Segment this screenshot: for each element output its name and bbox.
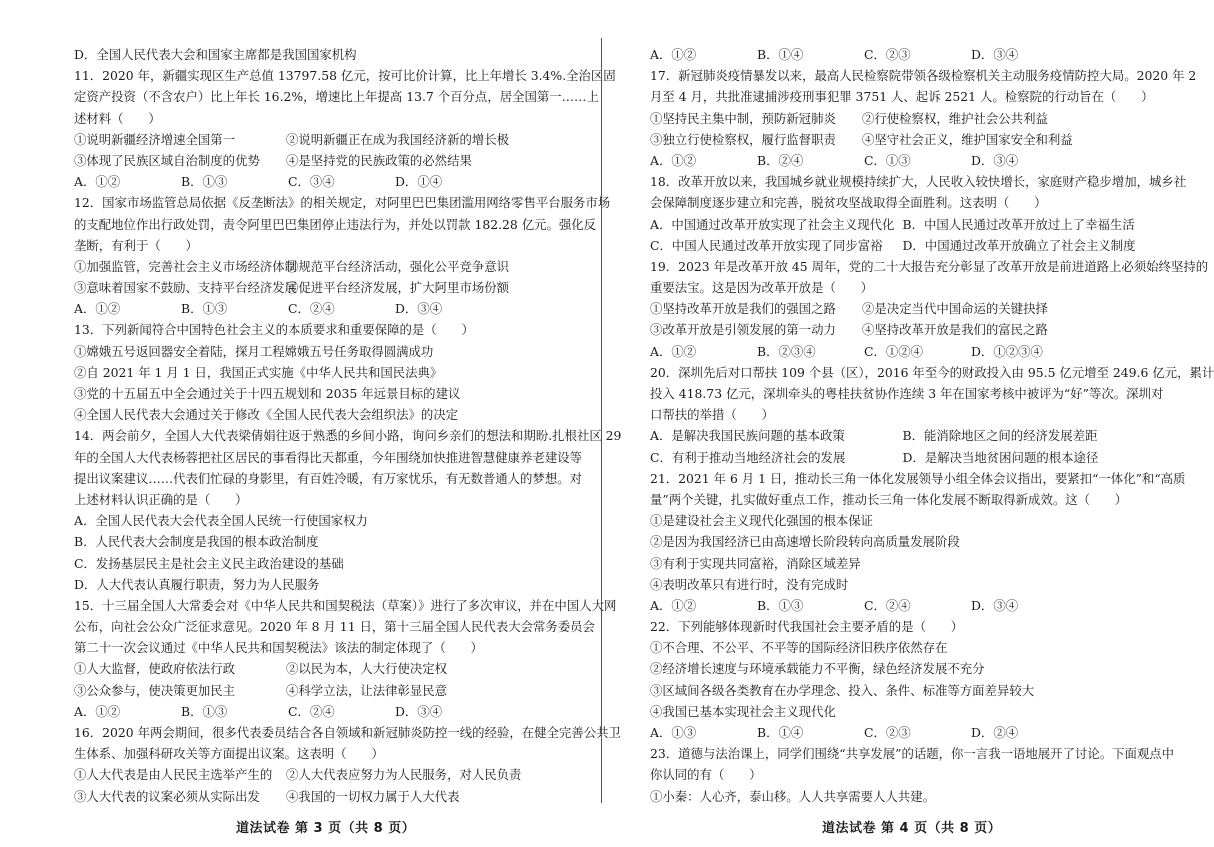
text-line: 量”两个关键，扎实做好重点工作，推动长三角一体化发展不断取得新成效。这（ ） <box>650 491 1128 507</box>
text-line: 22．下列能够体现新时代我国社会主要矛盾的是（ ） <box>650 619 964 635</box>
text-line: 投入 418.73 亿元，深圳牵头的粤桂扶贫协作连续 3 年在国家考核中被评为“好”等次。深圳对 <box>650 386 1164 401</box>
text-line: 口帮扶的举措（ ） <box>650 407 774 423</box>
statement-item: ②说明新疆正在成为我国经济新的增长极 <box>286 131 510 147</box>
answer-options-row <box>74 171 579 192</box>
statement-item: ①坚持改革开放是我们的强国之路 <box>650 301 836 317</box>
statement-item: ②是决定当代中国命运的关键抉择 <box>862 301 1048 317</box>
answer-choice: D．是解决当地贫困问题的根本途径 <box>902 449 1099 465</box>
text-line: 述材料（ ） <box>74 110 161 126</box>
text-line: ①不合理、不公平、不平等的国际经济旧秩序依然存在 <box>650 640 948 656</box>
answer-option: A．①② <box>650 597 697 613</box>
text-line: 定资产投资（不含农户）比上年长 16.2%，增速比上年提高 13.7 个百分点，居全国第一……上 <box>74 89 599 105</box>
text-line: ④表明改革只有进行时，没有完成时 <box>650 576 849 592</box>
text-line: 上述材料认识正确的是（ ） <box>74 491 248 507</box>
answer-options-row <box>74 298 579 319</box>
text-line: ②自 2021 年 1 月 1 日，我国正式实施《中华人民共和国民法典》 <box>74 364 443 380</box>
answer-option: A．①② <box>650 343 697 359</box>
statement-item: ④科学立法，让法律彰显民意 <box>286 682 448 698</box>
statement-row <box>650 108 1155 129</box>
answer-options-row <box>650 722 1155 743</box>
answer-option: B．②④ <box>757 152 804 168</box>
answer-option: C．③④ <box>288 174 335 190</box>
answer-option: D．②④ <box>971 725 1019 740</box>
answer-option: D．①④ <box>395 174 443 190</box>
statement-item: ③意味着国家不鼓励、支持平台经济发展 <box>74 280 298 296</box>
statement-item: ①加强监管，完善社会主义市场经济体制 <box>74 258 298 274</box>
text-line: 23．道德与法治课上，同学们围绕“共享发展”的话题，你一言我一语地展开了讨论。下面观点中 <box>650 746 1175 762</box>
text-line: 生体系、加强科研攻关等方面提出议案。这表明（ ） <box>74 746 384 762</box>
text-line: 18．改革开放以来，我国城乡就业规模持续扩大，人民收入较快增长，家庭财产稳步增加，城乡社 <box>650 174 1187 190</box>
answer-option: D．③④ <box>395 703 443 719</box>
answer-option: C．①②④ <box>864 343 924 359</box>
answer-choice: C．有利于推动当地经济社会的发展 <box>650 449 846 465</box>
statement-item: ④是坚持党的民族政策的必然结果 <box>286 152 472 168</box>
answer-option: A．①② <box>74 174 121 190</box>
answer-option: D．①②③④ <box>971 343 1043 359</box>
text-line: 的支配地位作出行政处罚，责令阿里巴巴集团停止违法行为，并处以罚款 182.28 亿元。强化反 <box>74 216 597 232</box>
text-line: 20．深圳先后对口帮扶 109 个县（区），2016 年至今的财政投入由 95.5 亿元增至 249.6 亿元，累计 <box>650 364 1214 380</box>
text-line: 16．2020 年两会期间，很多代表委员结合各自领域和新冠肺炎防控一线的经验，在健全完善公共卫 <box>74 725 621 740</box>
text-line: ③区域间各级各类教育在办学理念、投入、条件、标准等方面差异较大 <box>650 682 1035 698</box>
text-line: 垄断，有利于（ ） <box>74 237 198 253</box>
text-line: ①是建设社会主义现代化强国的根本保证 <box>650 513 874 529</box>
text-line: ②是因为我国经济已由高速增长阶段转向高质量发展阶段 <box>650 534 960 550</box>
text-line: ③党的十五届五中全会通过关于十四五规划和 2035 年远景目标的建议 <box>74 386 461 401</box>
text-line: D．全国人民代表大会和国家主席都是我国国家机构 <box>74 47 357 62</box>
answer-option: D．③④ <box>971 597 1019 613</box>
answer-option: B．①③ <box>181 174 228 190</box>
answer-option: B．①④ <box>757 725 804 740</box>
text-line: 你认同的有（ ） <box>650 767 762 783</box>
answer-choice: C．中国人民通过改革开放实现了同步富裕 <box>650 237 883 253</box>
left-page-column <box>74 44 622 807</box>
answer-option: D．③④ <box>971 47 1019 62</box>
statement-item: ①说明新疆经济增速全国第一 <box>74 131 236 147</box>
choice-row <box>650 447 1155 468</box>
right-page-column <box>650 44 1214 807</box>
text-line: 21．2021 年 6 月 1 日，推动长三角一体化发展领导小组全体会议指出，要紧扣“一体化”和“高质 <box>650 470 1186 486</box>
text-line: 月至 4 月，共批准逮捕涉疫刑事犯罪 3751 人、起诉 2521 人。检察院的行动旨在（ ） <box>650 89 1154 105</box>
statement-item: ③公众参与，使决策更加民主 <box>74 682 236 698</box>
text-line: ④我国已基本实现社会主义现代化 <box>650 703 836 719</box>
answer-option: C．②③ <box>864 47 911 62</box>
answer-options-row <box>650 44 1155 65</box>
answer-options-row <box>74 701 579 722</box>
statement-row <box>74 680 579 701</box>
statement-row <box>74 256 579 277</box>
text-line: B．人民代表大会制度是我国的根本政治制度 <box>74 534 319 550</box>
text-line: D．人大代表认真履行职责，努力为人民服务 <box>74 576 320 592</box>
statement-item: ③人大代表的议案必须从实际出发 <box>74 788 260 804</box>
page-footer-right: 道法试卷 第 4 页（共 8 页） <box>822 821 1002 836</box>
answer-choice: B．中国人民通过改革开放过上了幸福生活 <box>902 216 1135 232</box>
page-footer-left: 道法试卷 第 3 页（共 8 页） <box>236 821 416 836</box>
statement-item: ②人大代表应努力为人民服务，对人民负责 <box>286 767 522 783</box>
text-line: 17．新冠肺炎疫情暴发以来，最高人民检察院带领各级检察机关主动服务疫情防控大局。2020 年 2 <box>650 68 1197 84</box>
answer-option: D．③④ <box>395 301 443 317</box>
text-line: 公布，向社会公众广泛征求意见。2020 年 8 月 11 日，第十三届全国人民代表大会常务委员会 <box>74 619 595 635</box>
statement-item: ②行使检察权，维护社会公共利益 <box>862 110 1048 126</box>
statement-item: ③独立行使检察权，履行监督职责 <box>650 131 836 147</box>
statement-row <box>74 658 579 679</box>
answer-option: C．①③ <box>864 152 911 168</box>
text-line: A．全国人民代表大会代表全国人民统一行使国家权力 <box>74 513 368 529</box>
answer-choice: A．中国通过改革开放实现了社会主义现代化 <box>650 216 895 232</box>
choice-row <box>650 425 1155 446</box>
statement-item: ④坚守社会正义，维护国家安全和利益 <box>862 131 1073 147</box>
answer-option: B．①③ <box>181 703 228 719</box>
answer-choice: D．中国通过改革开放确立了社会主义制度 <box>902 237 1136 253</box>
choice-row <box>650 214 1155 235</box>
answer-options-row <box>650 595 1155 616</box>
answer-option: C．②④ <box>288 301 335 317</box>
answer-option: B．①④ <box>757 47 804 62</box>
statement-item: ④促进平台经济发展，扩大阿里市场份额 <box>286 280 510 296</box>
text-line: 14．两会前夕，全国人大代表梁倩娟往返于熟悉的乡间小路，询问乡亲们的想法和期盼.扎根社区 29 <box>74 428 622 444</box>
answer-option: C．②④ <box>864 597 911 613</box>
statement-row <box>74 786 579 807</box>
answer-option: A．①② <box>650 152 697 168</box>
statement-row <box>650 319 1155 340</box>
text-line: 年的全国人大代表杨蓉把社区居民的事看得比天都重，今年围绕加快推进智慧健康养老建设等 <box>74 449 583 465</box>
statement-row <box>74 764 579 785</box>
answer-choice: B．能消除地区之间的经济发展差距 <box>902 428 1098 444</box>
text-line: 19．2023 年是改革开放 45 周年，党的二十大报告充分彰显了改革开放是前进道路上必须始终坚持的 <box>650 258 1209 274</box>
answer-option: B．②③④ <box>757 343 816 359</box>
choice-row <box>650 235 1155 256</box>
answer-option: A．①② <box>74 703 121 719</box>
text-line: 提出议案建议……代表们忙碌的身影里，有百姓冷暖，有万家忧乐，有无数普通人的梦想。对 <box>74 470 583 486</box>
answer-option: B．①③ <box>181 301 228 317</box>
text-line: ③有利于实现共同富裕，消除区域差异 <box>650 555 861 571</box>
statement-item: ①人大监督，使政府依法行政 <box>74 661 236 677</box>
statement-row <box>74 150 579 171</box>
answer-option: D．③④ <box>971 152 1019 168</box>
statement-row <box>650 298 1155 319</box>
text-line: ②经济增长速度与环境承载能力不平衡，绿色经济发展不充分 <box>650 661 985 677</box>
answer-options-row <box>650 341 1155 362</box>
answer-option: A．①② <box>74 301 121 317</box>
text-line: 15．十三届全国人大常委会对《中华人民共和国契税法（草案）》进行了多次审议，并在中国人大网 <box>74 597 617 613</box>
text-line: C．发扬基层民主是社会主义民主政治建设的基础 <box>74 555 344 571</box>
text-line: ①小秦：人心齐，泰山移。人人共享需要人人共建。 <box>650 788 935 804</box>
page-divider <box>601 38 602 803</box>
answer-option: A．①② <box>650 47 697 62</box>
statement-row <box>74 129 579 150</box>
statement-item: ④坚持改革开放是我们的富民之路 <box>862 322 1048 338</box>
statement-row <box>74 277 579 298</box>
answer-options-row <box>650 150 1155 171</box>
answer-option: C．②③ <box>864 725 911 740</box>
answer-choice: A．是解决我国民族问题的基本政策 <box>650 428 845 444</box>
statement-item: ②规范平台经济活动，强化公平竞争意识 <box>286 258 510 274</box>
statement-item: ③体现了民族区域自治制度的优势 <box>74 152 260 168</box>
text-line: 13．下列新闻符合中国特色社会主义的本质要求和重要保障的是（ ） <box>74 322 474 338</box>
statement-row <box>650 129 1155 150</box>
statement-item: ④我国的一切权力属于人大代表 <box>286 788 460 804</box>
statement-item: ①坚持民主集中制，预防新冠肺炎 <box>650 110 836 126</box>
answer-option: A．①③ <box>650 725 697 740</box>
text-line: 会保障制度逐步建立和完善，脱贫攻坚战取得全面胜利。这表明（ ） <box>650 195 1047 211</box>
answer-option: B．①③ <box>757 597 804 613</box>
text-line: 12．国家市场监管总局依据《反垄断法》的相关规定，对阿里巴巴集团滥用网络零售平台服务市场 <box>74 195 611 211</box>
statement-item: ③改革开放是引领发展的第一动力 <box>650 322 836 338</box>
text-line: 重要法宝。这是因为改革开放是（ ） <box>650 280 874 296</box>
text-line: ④全国人民代表大会通过关于修改《全国人民代表大会组织法》的决定 <box>74 407 459 423</box>
text-line: 第二十一次会议通过《中华人民共和国契税法》该法的制定体现了（ ） <box>74 640 483 656</box>
answer-option: C．②④ <box>288 703 335 719</box>
statement-item: ②以民为本，人大行使决定权 <box>286 661 448 677</box>
statement-item: ①人大代表是由人民民主选举产生的 <box>74 767 273 783</box>
text-line: ①嫦娥五号返回器安全着陆，探月工程嫦娥五号任务取得圆满成功 <box>74 343 434 359</box>
text-line: 11．2020 年，新疆实现区生产总值 13797.58 亿元，按可比价计算，比上年增长 3.4%.全治区固 <box>74 68 616 84</box>
